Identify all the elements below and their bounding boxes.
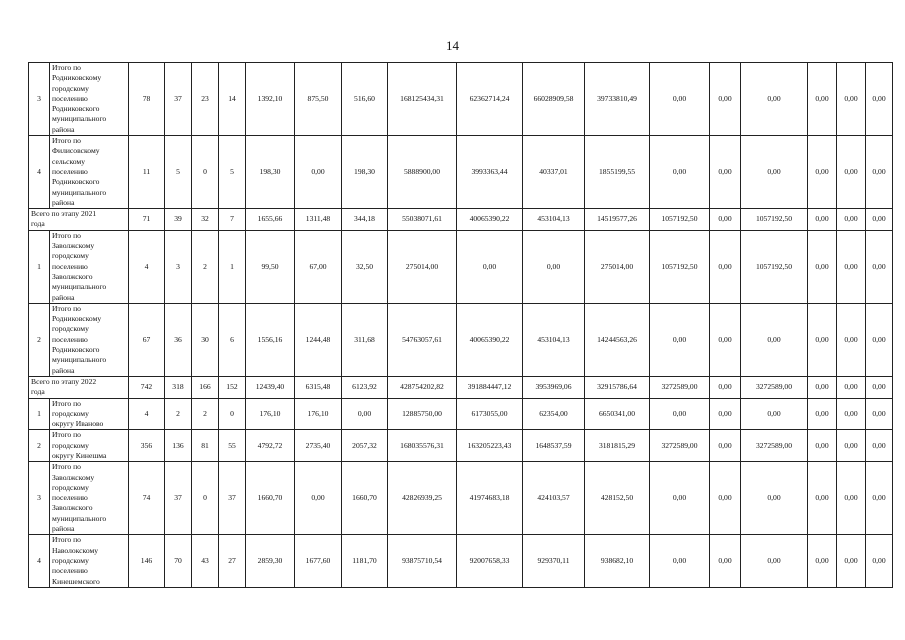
table-cell: 0,00 xyxy=(866,136,893,209)
table-cell: 0,00 xyxy=(837,535,866,587)
table-cell: 99,50 xyxy=(246,230,295,303)
row-label-line: городскому xyxy=(52,440,89,450)
table-cell: 37 xyxy=(165,63,192,136)
row-label xyxy=(50,230,129,303)
table-cell: 1 xyxy=(219,230,246,303)
table-cell: 66028909,58 xyxy=(523,63,585,136)
table-cell: 176,10 xyxy=(246,398,295,430)
table-cell: 0,00 xyxy=(866,303,893,376)
table-cell: 42826939,25 xyxy=(388,462,457,535)
table-cell: 0,00 xyxy=(866,376,893,398)
table-cell: 78 xyxy=(129,63,165,136)
table-cell: 39 xyxy=(165,209,192,231)
table-cell: 1660,70 xyxy=(342,462,388,535)
row-label-line: округу Кинешма xyxy=(52,450,107,460)
table-cell: 2859,30 xyxy=(246,535,295,587)
table-cell: 0,00 xyxy=(808,430,837,462)
table-cell: 0,00 xyxy=(650,303,710,376)
table-cell: 428152,50 xyxy=(585,462,650,535)
table-cell: 55 xyxy=(219,430,246,462)
table-cell: 0,00 xyxy=(710,209,741,231)
row-label-line: Родниковскому xyxy=(52,73,102,83)
row-label-line: городскому xyxy=(52,555,89,565)
table-cell: 27 xyxy=(219,535,246,587)
table-cell: 67,00 xyxy=(295,230,342,303)
row-label-line: Итого по xyxy=(52,303,81,313)
table-cell: 2 xyxy=(192,230,219,303)
table-cell: 14 xyxy=(219,63,246,136)
row-label-line: района xyxy=(52,524,75,534)
row-label-line: Родниковского xyxy=(52,177,100,187)
table-cell: 136 xyxy=(165,430,192,462)
table-cell: 3181815,29 xyxy=(585,430,650,462)
table-cell: 1655,66 xyxy=(246,209,295,231)
row-label-line: поселению xyxy=(52,334,88,344)
table-cell: 0,00 xyxy=(808,136,837,209)
row-number: 1 xyxy=(29,398,50,430)
table-cell: 0,00 xyxy=(710,462,741,535)
row-number: 1 xyxy=(29,230,50,303)
row-label xyxy=(50,136,129,209)
table-cell: 0,00 xyxy=(837,230,866,303)
row-label-line: района xyxy=(52,124,75,134)
table-cell: 2057,32 xyxy=(342,430,388,462)
table-cell: 198,30 xyxy=(342,136,388,209)
table-cell: 40337,01 xyxy=(523,136,585,209)
table-cell: 0,00 xyxy=(650,398,710,430)
table-cell: 0,00 xyxy=(866,430,893,462)
table-cell: 37 xyxy=(165,462,192,535)
table-cell: 168035576,31 xyxy=(388,430,457,462)
total-row xyxy=(29,209,893,231)
table-cell: 81 xyxy=(192,430,219,462)
table-row xyxy=(29,535,893,587)
total-label-line: года xyxy=(31,219,45,229)
table-cell: 0,00 xyxy=(837,398,866,430)
table-cell: 163205223,43 xyxy=(457,430,523,462)
table-cell: 275014,00 xyxy=(585,230,650,303)
total-label xyxy=(29,209,129,231)
table-cell: 6 xyxy=(219,303,246,376)
table-cell: 311,68 xyxy=(342,303,388,376)
table-cell: 30 xyxy=(192,303,219,376)
table-cell: 0,00 xyxy=(837,376,866,398)
table-cell: 6650341,00 xyxy=(585,398,650,430)
row-number: 3 xyxy=(29,462,50,535)
row-label-line: городскому xyxy=(52,482,89,492)
table-cell: 0,00 xyxy=(837,136,866,209)
row-label-line: района xyxy=(52,197,75,207)
table-cell: 0,00 xyxy=(650,535,710,587)
table-cell: 5 xyxy=(165,136,192,209)
table-cell: 41974683,18 xyxy=(457,462,523,535)
table-row xyxy=(29,430,893,462)
row-label-line: поселению xyxy=(52,566,88,576)
row-label-line: городскому xyxy=(52,408,89,418)
table-cell: 0 xyxy=(192,462,219,535)
table-cell: 0,00 xyxy=(457,230,523,303)
row-label xyxy=(50,63,129,136)
table-cell: 938682,10 xyxy=(585,535,650,587)
table-cell: 1057192,50 xyxy=(741,209,808,231)
table-cell: 3272589,00 xyxy=(741,430,808,462)
table-cell: 428754202,82 xyxy=(388,376,457,398)
table-cell: 0,00 xyxy=(808,209,837,231)
row-label-line: Заволжскому xyxy=(52,241,95,251)
table-cell: 0,00 xyxy=(866,462,893,535)
row-number: 2 xyxy=(29,430,50,462)
table-cell: 92007658,33 xyxy=(457,535,523,587)
table-cell: 0,00 xyxy=(741,462,808,535)
table-cell: 32,50 xyxy=(342,230,388,303)
table-cell: 32 xyxy=(192,209,219,231)
table-cell: 1311,48 xyxy=(295,209,342,231)
row-label-line: Родниковского xyxy=(52,345,100,355)
table-cell: 6123,92 xyxy=(342,376,388,398)
row-label-line: Наволокскому xyxy=(52,545,99,555)
row-label-line: поселению xyxy=(52,93,88,103)
table-cell: 23 xyxy=(192,63,219,136)
table-cell: 32915786,64 xyxy=(585,376,650,398)
table-cell: 4 xyxy=(129,230,165,303)
table-cell: 0,00 xyxy=(710,63,741,136)
row-label-line: муниципального xyxy=(52,355,107,365)
table-row xyxy=(29,462,893,535)
table-cell: 12439,40 xyxy=(246,376,295,398)
row-label xyxy=(50,430,129,462)
table-cell: 0,00 xyxy=(295,136,342,209)
table-cell: 2 xyxy=(165,398,192,430)
table-cell: 0,00 xyxy=(342,398,388,430)
row-label-line: Итого по xyxy=(52,430,81,440)
table-cell: 875,50 xyxy=(295,63,342,136)
table-cell: 37 xyxy=(219,462,246,535)
table-cell: 391884447,12 xyxy=(457,376,523,398)
table-cell: 146 xyxy=(129,535,165,587)
table-cell: 0,00 xyxy=(710,535,741,587)
table-cell: 0,00 xyxy=(710,136,741,209)
total-row xyxy=(29,376,893,398)
table-cell: 2 xyxy=(192,398,219,430)
total-label-line: года xyxy=(31,387,45,397)
row-label-line: городскому xyxy=(52,324,89,334)
table-cell: 14519577,26 xyxy=(585,209,650,231)
row-number: 3 xyxy=(29,63,50,136)
total-label-line: Всего по этапу 2021 xyxy=(31,209,97,219)
table-cell: 62354,00 xyxy=(523,398,585,430)
row-number: 4 xyxy=(29,136,50,209)
table-cell: 356 xyxy=(129,430,165,462)
table-cell: 0,00 xyxy=(523,230,585,303)
table-cell: 0,00 xyxy=(710,230,741,303)
table-cell: 6173055,00 xyxy=(457,398,523,430)
table-cell: 0,00 xyxy=(710,303,741,376)
table-cell: 516,60 xyxy=(342,63,388,136)
table-cell: 4792,72 xyxy=(246,430,295,462)
table-cell: 0,00 xyxy=(866,230,893,303)
table-cell: 0,00 xyxy=(837,462,866,535)
table-cell: 0,00 xyxy=(837,209,866,231)
table-row xyxy=(29,63,893,136)
row-label-line: муниципального xyxy=(52,114,107,124)
table-cell: 0,00 xyxy=(837,303,866,376)
table-cell: 93875710,54 xyxy=(388,535,457,587)
table-cell: 3272589,00 xyxy=(650,376,710,398)
table-cell: 0,00 xyxy=(808,230,837,303)
table-cell: 168125434,31 xyxy=(388,63,457,136)
table-cell: 0,00 xyxy=(866,63,893,136)
table-cell: 74 xyxy=(129,462,165,535)
row-label-line: Итого по xyxy=(52,398,81,408)
table-cell: 0,00 xyxy=(741,535,808,587)
table-body xyxy=(29,63,893,588)
table-cell: 198,30 xyxy=(246,136,295,209)
row-label-line: городскому xyxy=(52,83,89,93)
row-label-line: Заволжского xyxy=(52,503,93,513)
table-cell: 40065390,22 xyxy=(457,303,523,376)
table-cell: 0,00 xyxy=(650,462,710,535)
row-label-line: округу Иваново xyxy=(52,419,104,429)
table-cell: 1244,48 xyxy=(295,303,342,376)
table-cell: 3993363,44 xyxy=(457,136,523,209)
table-cell: 0,00 xyxy=(837,430,866,462)
row-label-line: Заволжскому xyxy=(52,472,95,482)
row-label-line: Родниковскому xyxy=(52,314,102,324)
table-cell: 43 xyxy=(192,535,219,587)
row-label-line: Итого по xyxy=(52,63,81,72)
table-row xyxy=(29,230,893,303)
table-cell: 2735,40 xyxy=(295,430,342,462)
table-cell: 424103,57 xyxy=(523,462,585,535)
row-label-line: Кинешемского xyxy=(52,576,100,586)
table-row xyxy=(29,303,893,376)
table-cell: 0,00 xyxy=(808,63,837,136)
table-cell: 0,00 xyxy=(808,398,837,430)
table-cell: 1660,70 xyxy=(246,462,295,535)
row-label-line: Заволжского xyxy=(52,271,93,281)
table-cell: 1556,16 xyxy=(246,303,295,376)
table-cell: 0,00 xyxy=(710,376,741,398)
table-cell: 0,00 xyxy=(866,535,893,587)
row-number: 2 xyxy=(29,303,50,376)
table-cell: 318 xyxy=(165,376,192,398)
table-cell: 742 xyxy=(129,376,165,398)
table-cell: 71 xyxy=(129,209,165,231)
row-label-line: Филисовскому xyxy=(52,146,100,156)
row-label-line: поселению xyxy=(52,166,88,176)
row-label-line: поселению xyxy=(52,493,88,503)
row-label-line: Итого по xyxy=(52,136,81,146)
table-cell: 275014,00 xyxy=(388,230,457,303)
table-cell: 0,00 xyxy=(808,303,837,376)
table-row xyxy=(29,136,893,209)
table-cell: 0,00 xyxy=(650,63,710,136)
table-cell: 4 xyxy=(129,398,165,430)
table-cell: 1392,10 xyxy=(246,63,295,136)
table-cell: 1057192,50 xyxy=(741,230,808,303)
row-label-line: района xyxy=(52,365,75,375)
table-cell: 0 xyxy=(219,398,246,430)
row-label-line: муниципального xyxy=(52,187,107,197)
table-cell: 1181,70 xyxy=(342,535,388,587)
table-cell: 1855199,55 xyxy=(585,136,650,209)
table-cell: 54763057,61 xyxy=(388,303,457,376)
table-cell: 62362714,24 xyxy=(457,63,523,136)
row-label xyxy=(50,303,129,376)
table-cell: 344,18 xyxy=(342,209,388,231)
row-label-line: Родниковского xyxy=(52,104,100,114)
table-cell: 70 xyxy=(165,535,192,587)
table-cell: 40065390,22 xyxy=(457,209,523,231)
table-cell: 0,00 xyxy=(650,136,710,209)
table-cell: 0,00 xyxy=(808,462,837,535)
table-cell: 0,00 xyxy=(710,398,741,430)
table-cell: 67 xyxy=(129,303,165,376)
row-label-line: поселению xyxy=(52,261,88,271)
table-cell: 152 xyxy=(219,376,246,398)
row-label-line: Итого по xyxy=(52,230,81,240)
table-cell: 929370,11 xyxy=(523,535,585,587)
table-cell: 1677,60 xyxy=(295,535,342,587)
table-cell: 0,00 xyxy=(808,535,837,587)
table-cell: 0,00 xyxy=(866,209,893,231)
table-cell: 3953969,06 xyxy=(523,376,585,398)
table-cell: 166 xyxy=(192,376,219,398)
total-label xyxy=(29,376,129,398)
total-label-line: Всего по этапу 2022 xyxy=(31,376,97,386)
table-cell: 14244563,26 xyxy=(585,303,650,376)
table-cell: 11 xyxy=(129,136,165,209)
row-label xyxy=(50,398,129,430)
table-cell: 12885750,00 xyxy=(388,398,457,430)
table-cell: 0,00 xyxy=(866,398,893,430)
data-table xyxy=(28,62,893,588)
table-cell: 0,00 xyxy=(808,376,837,398)
row-label xyxy=(50,535,129,587)
table-cell: 0,00 xyxy=(710,430,741,462)
table-cell: 1648537,59 xyxy=(523,430,585,462)
table-cell: 3272589,00 xyxy=(741,376,808,398)
table-cell: 0,00 xyxy=(741,303,808,376)
table-cell: 0,00 xyxy=(741,136,808,209)
row-label-line: Итого по xyxy=(52,462,81,472)
table-cell: 3 xyxy=(165,230,192,303)
table-cell: 36 xyxy=(165,303,192,376)
table-cell: 5888900,00 xyxy=(388,136,457,209)
table-cell: 0,00 xyxy=(741,398,808,430)
row-number: 4 xyxy=(29,535,50,587)
table-row xyxy=(29,398,893,430)
page-number: 14 xyxy=(446,38,459,53)
row-label-line: района xyxy=(52,292,75,302)
table-cell: 6315,48 xyxy=(295,376,342,398)
table-cell: 0,00 xyxy=(741,63,808,136)
row-label-line: Итого по xyxy=(52,535,81,545)
row-label-line: городскому xyxy=(52,251,89,261)
table-cell: 3272589,00 xyxy=(650,430,710,462)
row-label-line: муниципального xyxy=(52,282,107,292)
table-cell: 453104,13 xyxy=(523,209,585,231)
table-cell: 0,00 xyxy=(837,63,866,136)
row-label-line: сельскому xyxy=(52,156,86,166)
table-cell: 453104,13 xyxy=(523,303,585,376)
table-cell: 0 xyxy=(192,136,219,209)
row-label xyxy=(50,462,129,535)
table-cell: 1057192,50 xyxy=(650,230,710,303)
table-cell: 1057192,50 xyxy=(650,209,710,231)
row-label-line: муниципального xyxy=(52,513,107,523)
table-cell: 176,10 xyxy=(295,398,342,430)
table-cell: 39733810,49 xyxy=(585,63,650,136)
table-cell: 0,00 xyxy=(295,462,342,535)
table-cell: 7 xyxy=(219,209,246,231)
table-cell: 55038071,61 xyxy=(388,209,457,231)
table-cell: 5 xyxy=(219,136,246,209)
